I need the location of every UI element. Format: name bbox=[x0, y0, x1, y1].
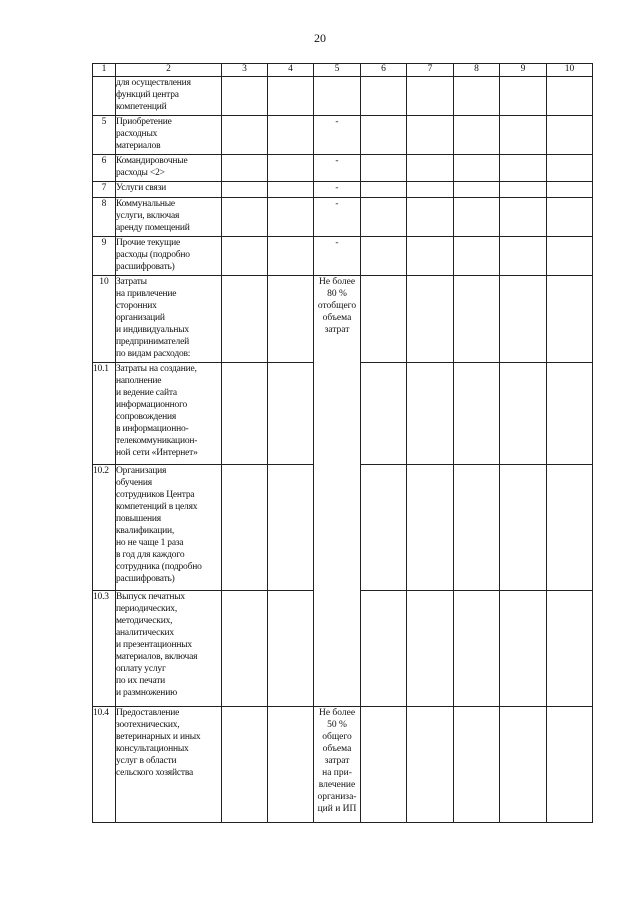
column-5-value: ций и ИП bbox=[317, 804, 357, 814]
column-5-value: отобщего bbox=[317, 301, 357, 311]
column-5-value: - bbox=[335, 238, 339, 248]
empty-cell bbox=[500, 155, 547, 182]
description-line: сельского хозяйства bbox=[116, 768, 193, 778]
budget-table bbox=[92, 63, 593, 823]
empty-cell bbox=[547, 77, 593, 116]
column-5-value: общего bbox=[322, 732, 352, 742]
description-line: компетенций в целях bbox=[116, 502, 198, 512]
description-line: функций центра bbox=[116, 90, 179, 100]
row-number: 10.4 bbox=[93, 707, 116, 823]
description-line: расшифровать) bbox=[116, 262, 175, 272]
column-5-value: затрат bbox=[324, 325, 350, 335]
header-row bbox=[93, 64, 593, 77]
description-line: аренду помещений bbox=[116, 223, 190, 233]
description-line: по их печати bbox=[116, 676, 166, 686]
column-5-cell bbox=[314, 77, 361, 116]
expense-description bbox=[116, 276, 222, 363]
description-line: Организация bbox=[116, 466, 167, 476]
empty-cell bbox=[268, 465, 314, 591]
empty-cell bbox=[222, 116, 268, 155]
column-header: 3 bbox=[222, 64, 268, 77]
empty-cell bbox=[361, 77, 407, 116]
description-line: Коммунальные bbox=[116, 199, 175, 209]
empty-cell bbox=[268, 707, 314, 823]
empty-cell bbox=[547, 363, 593, 465]
description-line: в год для каждого bbox=[116, 550, 185, 560]
empty-cell bbox=[361, 237, 407, 276]
description-line: Затраты bbox=[116, 277, 147, 287]
table-row bbox=[93, 276, 593, 363]
description-line: обучения bbox=[116, 478, 152, 488]
empty-cell bbox=[361, 155, 407, 182]
description-line: для осуществления bbox=[116, 78, 191, 88]
table-row bbox=[93, 198, 593, 237]
column-5-value: Не более bbox=[318, 277, 356, 287]
empty-cell bbox=[268, 237, 314, 276]
empty-cell bbox=[547, 276, 593, 363]
description-line: расходы (подробно bbox=[116, 250, 190, 260]
column-5-cell bbox=[314, 116, 361, 155]
empty-cell bbox=[361, 591, 407, 707]
description-line: на привлечение bbox=[116, 289, 177, 299]
description-line: сопровождения bbox=[116, 412, 177, 422]
empty-cell bbox=[222, 465, 268, 591]
description-line: сотрудника (подробно bbox=[116, 562, 202, 572]
empty-cell bbox=[454, 465, 500, 591]
column-header: 9 bbox=[500, 64, 547, 77]
empty-cell bbox=[268, 116, 314, 155]
empty-cell bbox=[547, 465, 593, 591]
empty-cell bbox=[547, 155, 593, 182]
expense-description bbox=[116, 77, 222, 116]
description-line: расходных bbox=[116, 129, 158, 139]
column-5-value: объема bbox=[322, 744, 352, 754]
empty-cell bbox=[407, 116, 454, 155]
description-line: расшифровать) bbox=[116, 574, 175, 584]
empty-cell bbox=[500, 707, 547, 823]
empty-cell bbox=[500, 237, 547, 276]
empty-cell bbox=[407, 198, 454, 237]
row-number bbox=[93, 77, 116, 116]
empty-cell bbox=[454, 707, 500, 823]
empty-cell bbox=[268, 77, 314, 116]
column-header: 7 bbox=[407, 64, 454, 77]
empty-cell bbox=[268, 276, 314, 363]
column-header: 2 bbox=[116, 64, 222, 77]
empty-cell bbox=[454, 182, 500, 198]
table-row bbox=[93, 707, 593, 823]
expense-description bbox=[116, 155, 222, 182]
empty-cell bbox=[361, 182, 407, 198]
empty-cell bbox=[500, 116, 547, 155]
empty-cell bbox=[268, 155, 314, 182]
description-line: и презентационных bbox=[116, 640, 192, 650]
empty-cell bbox=[222, 182, 268, 198]
empty-cell bbox=[500, 276, 547, 363]
empty-cell bbox=[500, 198, 547, 237]
row-number: 6 bbox=[93, 155, 116, 182]
description-line: повышения bbox=[116, 514, 161, 524]
row-number: 7 bbox=[93, 182, 116, 198]
description-line: Приобретение bbox=[116, 117, 172, 127]
column-header: 4 bbox=[268, 64, 314, 77]
empty-cell bbox=[361, 465, 407, 591]
empty-cell bbox=[500, 363, 547, 465]
description-line: услуг в области bbox=[116, 756, 177, 766]
column-header: 6 bbox=[361, 64, 407, 77]
empty-cell bbox=[361, 116, 407, 155]
column-5-value: - bbox=[335, 199, 339, 209]
column-5-value: Не более bbox=[318, 708, 356, 718]
expense-description bbox=[116, 237, 222, 276]
empty-cell bbox=[222, 591, 268, 707]
empty-cell bbox=[268, 591, 314, 707]
empty-cell bbox=[407, 237, 454, 276]
column-header: 8 bbox=[454, 64, 500, 77]
empty-cell bbox=[500, 591, 547, 707]
row-number: 10 bbox=[93, 276, 116, 363]
description-line: аналитических bbox=[116, 628, 174, 638]
column-header: 10 bbox=[547, 64, 593, 77]
empty-cell bbox=[454, 198, 500, 237]
description-line: телекоммуникацион- bbox=[116, 436, 198, 446]
empty-cell bbox=[547, 198, 593, 237]
empty-cell bbox=[500, 465, 547, 591]
table-row bbox=[93, 116, 593, 155]
column-5-cell bbox=[314, 198, 361, 237]
expense-description bbox=[116, 591, 222, 707]
empty-cell bbox=[547, 237, 593, 276]
empty-cell bbox=[361, 198, 407, 237]
column-5-value: влечение bbox=[318, 780, 356, 790]
empty-cell bbox=[361, 276, 407, 363]
description-line: компетенций bbox=[116, 102, 167, 112]
row-number: 10.2 bbox=[93, 465, 116, 591]
description-line: и индивидуальных bbox=[116, 325, 189, 335]
empty-cell bbox=[547, 116, 593, 155]
description-line: Предоставление bbox=[116, 708, 180, 718]
table-row bbox=[93, 182, 593, 198]
empty-cell bbox=[222, 276, 268, 363]
empty-cell bbox=[222, 198, 268, 237]
page-number: 20 bbox=[314, 31, 326, 45]
empty-cell bbox=[547, 707, 593, 823]
column-5-value: на при- bbox=[322, 768, 352, 778]
empty-cell bbox=[407, 363, 454, 465]
empty-cell bbox=[454, 237, 500, 276]
empty-cell bbox=[407, 591, 454, 707]
row-number: 10.3 bbox=[93, 591, 116, 707]
description-line: Прочие текущие bbox=[116, 238, 180, 248]
empty-cell bbox=[454, 77, 500, 116]
description-line: материалов bbox=[116, 141, 161, 151]
description-line: Услуги связи bbox=[116, 183, 167, 193]
row-number: 10.1 bbox=[93, 363, 116, 465]
column-5-cell bbox=[314, 237, 361, 276]
empty-cell bbox=[407, 182, 454, 198]
description-line: квалификации, bbox=[116, 526, 175, 536]
column-5-merged-cell bbox=[314, 276, 361, 707]
column-5-cell bbox=[314, 182, 361, 198]
empty-cell bbox=[407, 707, 454, 823]
row-number: 9 bbox=[93, 237, 116, 276]
empty-cell bbox=[268, 198, 314, 237]
description-line: периодических, bbox=[116, 604, 178, 614]
description-line: Затраты на создание, bbox=[116, 364, 197, 374]
description-line: наполнение bbox=[116, 376, 162, 386]
column-5-value: - bbox=[335, 156, 339, 166]
empty-cell bbox=[222, 77, 268, 116]
description-line: информационного bbox=[116, 400, 188, 410]
description-line: услуги, включая bbox=[116, 211, 180, 221]
empty-cell bbox=[547, 591, 593, 707]
empty-cell bbox=[454, 363, 500, 465]
column-5-value: - bbox=[335, 117, 339, 127]
description-line: Выпуск печатных bbox=[116, 592, 185, 602]
empty-cell bbox=[454, 276, 500, 363]
empty-cell bbox=[222, 363, 268, 465]
description-line: материалов, включая bbox=[116, 652, 198, 662]
empty-cell bbox=[407, 155, 454, 182]
table-row bbox=[93, 77, 593, 116]
empty-cell bbox=[407, 465, 454, 591]
expense-description bbox=[116, 465, 222, 591]
empty-cell bbox=[547, 182, 593, 198]
column-header: 1 bbox=[93, 64, 116, 77]
description-line: ветеринарных и иных bbox=[116, 732, 201, 742]
column-5-cell bbox=[314, 707, 361, 823]
empty-cell bbox=[454, 116, 500, 155]
empty-cell bbox=[407, 77, 454, 116]
description-line: ной сети «Интернет» bbox=[116, 448, 198, 458]
table-row bbox=[93, 155, 593, 182]
description-line: сотрудников Центра bbox=[116, 490, 195, 500]
description-line: предпринимателей bbox=[116, 337, 189, 347]
column-5-cell bbox=[314, 155, 361, 182]
column-5-value: затрат bbox=[324, 756, 350, 766]
empty-cell bbox=[500, 77, 547, 116]
description-line: но не чаще 1 раза bbox=[116, 538, 184, 548]
empty-cell bbox=[500, 182, 547, 198]
description-line: и размножению bbox=[116, 688, 177, 698]
empty-cell bbox=[361, 707, 407, 823]
empty-cell bbox=[222, 237, 268, 276]
row-number: 5 bbox=[93, 116, 116, 155]
column-5-value: 50 % bbox=[327, 720, 347, 730]
description-line: расходы <2> bbox=[116, 168, 165, 178]
description-line: зоотехнических, bbox=[116, 720, 180, 730]
description-line: Командировочные bbox=[116, 156, 188, 166]
row-number: 8 bbox=[93, 198, 116, 237]
description-line: организаций bbox=[116, 313, 165, 323]
empty-cell bbox=[222, 707, 268, 823]
description-line: по видам расходов: bbox=[116, 349, 191, 359]
empty-cell bbox=[222, 155, 268, 182]
description-line: методических, bbox=[116, 616, 173, 626]
expense-description bbox=[116, 363, 222, 465]
description-line: оплату услуг bbox=[116, 664, 166, 674]
empty-cell bbox=[268, 182, 314, 198]
expense-description bbox=[116, 116, 222, 155]
table-row bbox=[93, 237, 593, 276]
column-5-value: организа- bbox=[317, 792, 357, 802]
column-header: 5 bbox=[314, 64, 361, 77]
description-line: и ведение сайта bbox=[116, 388, 177, 398]
empty-cell bbox=[454, 155, 500, 182]
empty-cell bbox=[454, 591, 500, 707]
empty-cell bbox=[407, 276, 454, 363]
description-line: сторонних bbox=[116, 301, 157, 311]
empty-cell bbox=[268, 363, 314, 465]
column-5-value: объема bbox=[322, 313, 352, 323]
empty-cell bbox=[361, 363, 407, 465]
expense-description bbox=[116, 182, 222, 198]
column-5-value: 80 % bbox=[327, 289, 347, 299]
description-line: консультационных bbox=[116, 744, 189, 754]
expense-description bbox=[116, 707, 222, 823]
description-line: в информационно- bbox=[116, 424, 189, 434]
expense-description bbox=[116, 198, 222, 237]
column-5-value: - bbox=[335, 183, 339, 193]
